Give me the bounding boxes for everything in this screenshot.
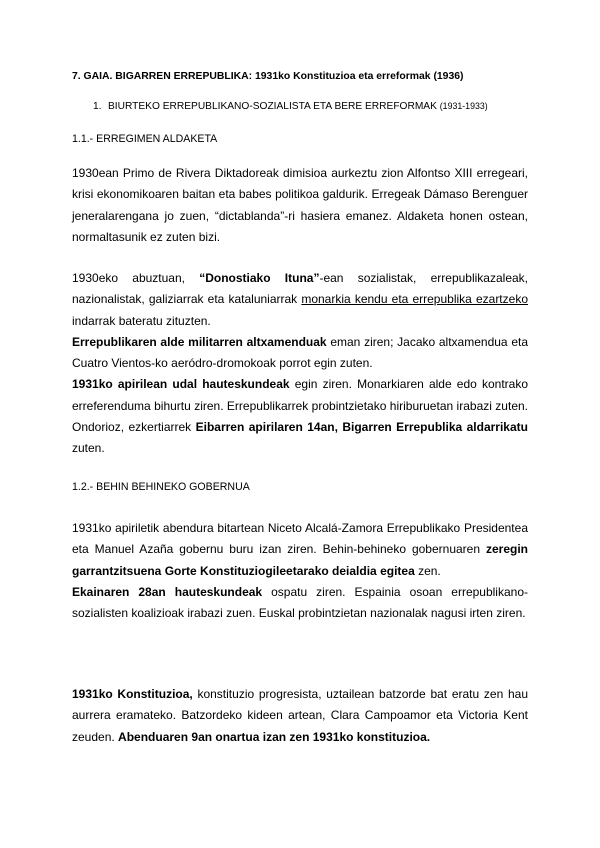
subheading-years: (1931-1933) (439, 101, 488, 111)
chapter-subheading (93, 101, 488, 112)
subheading-number: 1. (93, 101, 102, 112)
underlined-run: monarkia kendu eta errepublika ezartzeko (301, 292, 528, 307)
section-title-1-2: 1.2.- BEHIN BEHINEKO GOBERNUA (72, 481, 250, 493)
paragraph-provisional-government (72, 518, 528, 582)
text-run: zuten. (72, 441, 105, 456)
bold-run: “Donostiako Ituna” (199, 271, 320, 285)
text-run: 1930eko abuztuan, (72, 271, 200, 285)
bold-run: Errepublikaren alde militarren altxamenduak (72, 334, 327, 349)
bold-run: zeregin garrantzitsuena Gorte Konstituziogileetarako deialdia egitea (72, 542, 528, 578)
paragraph-1931-constitution (72, 684, 528, 748)
bold-run: Abenduaren 9an onartua izan zen 1931ko konstituzioa. (118, 729, 431, 744)
paragraph-donostia-pact (72, 268, 528, 332)
section-title-1-1: 1.1.- ERREGIMEN ALDAKETA (72, 133, 218, 145)
text-run: zen. (414, 563, 441, 578)
paragraph-block-government (72, 518, 528, 624)
text-run: konstituzio progresista, uztailean batzorde bat eratu zen hau aurrera eramateko. Batzordeko kideen artean, Clara Campoamor eta Victoria Kent zeuden. (72, 687, 528, 744)
bold-run: 1931ko Konstituzioa, (72, 687, 193, 701)
paragraph-block-1930-1931 (72, 268, 528, 460)
paragraph-military-uprisings (72, 332, 528, 375)
chapter-heading: 7. GAIA. BIGARREN ERREPUBLIKA: 1931ko Konstituzioa eta erreformak (1936) (72, 71, 464, 82)
paragraph-constitution (72, 684, 528, 748)
text-run: indarrak bateratu zituzten. (72, 313, 211, 328)
paragraph-june-elections (72, 582, 528, 625)
paragraph-municipal-elections (72, 374, 528, 459)
paragraph-regime-change (72, 163, 528, 248)
text-run: ospatu ziren. Espainia osoan errepublikano-sozialisten koalizioak irabazi zuen. Euskal probintzietan nazionalak nagusi irten ziren. (72, 584, 528, 621)
subheading-text: BIURTEKO ERREPUBLIKANO-SOZIALISTA ETA BERE ERREFORMAK (108, 101, 437, 112)
text-run: egin ziren. Monarkiaren alde edo kontrako erreferenduma bihurtu ziren. Errepublikarrek probintzietako hiriburuetan irabazi zuten. Ondorioz, ezkertiarrek (72, 377, 529, 435)
bold-run: Ekainaren 28an hauteskundeak (72, 584, 263, 599)
paragraph-text: 1930ean Primo de Rivera Diktadoreak dimisioa aurkeztu zion Alfontso XIII erregeari, krisi ekonomikoaren baitan eta babes politikoa galdurik. Erregeak Dámaso Berenguer jeneralarengana jo zuen, “dictablanda”-ri hasiera emanez. Aldaketa honen ostean, normaltasunik ez zuten bizi. (72, 166, 528, 244)
text-run: eman ziren; Jacako altxamendua eta Cuatro Vientos-ko aeródro-dromokoak porrot egin zuten. (72, 334, 528, 371)
text-run: 1931ko apiriletik abendura bitartean Niceto Alcalá-Zamora Errepublikako Presidentea eta Manuel Azaña gobernu buru izan ziren. Behin-behineko gobernuaren (72, 521, 528, 557)
bold-run: 1931ko apirilean udal hauteskundeak (72, 377, 290, 392)
bold-run: Eibarren apirilaren 14an, Bigarren Errepublika aldarrikatu (195, 420, 528, 435)
text-run: -ean sozialistak, errepublikazaleak, nazionalistak, galiziarrak eta kataluniarrak (72, 271, 529, 307)
